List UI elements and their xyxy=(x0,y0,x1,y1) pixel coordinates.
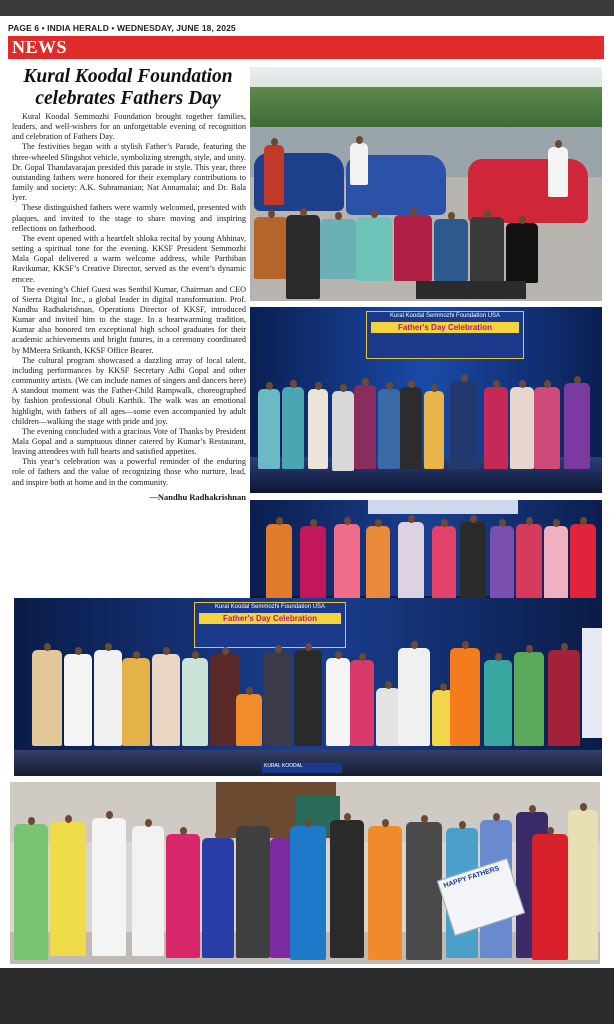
banner-org-wide: Kural Koodal Semmozhi Foundation USA xyxy=(214,604,326,610)
article-body xyxy=(12,112,246,502)
photo-student-group xyxy=(250,500,602,609)
paragraph: Kural Koodal Semmozhi Foundation brought together families, leaders, and well-wishers for an unforgettable evening of recognition and celebration of Fathers Day. xyxy=(12,112,246,142)
stage-sign-text: KURAL KOODAL xyxy=(264,763,303,769)
paragraph: The cultural program showcased a dazzling array of local talent, including performances by KKSF Secretary Adhi Gopal and other community artists. (We can include names of singers and dancers here) A standout moment was the Father-Child Rampwalk, choreographed by fashion professional Obuli Karthik. The walk was an emotional highlight, with fathers of all ages—some even accompanied by adult children—walking the stage with pride and joy. xyxy=(12,355,246,426)
top-bar xyxy=(0,0,614,16)
paragraph: The evening concluded with a gracious Vote of Thanks by President Mala Gopal and a sumptuous dinner catered by Kumar’s Restaurant, leaving attendees with full hearts and satisfied appetites. xyxy=(12,426,246,457)
section-bar xyxy=(8,36,604,59)
photo-honored-fathers xyxy=(10,782,600,964)
photo-stage-graduates xyxy=(250,307,602,493)
photo-fathers-children-stage xyxy=(14,598,602,776)
running-header: PAGE 6 • INDIA HERALD • WEDNESDAY, JUNE 18, 2025 xyxy=(8,23,236,33)
newspaper-page xyxy=(0,16,614,968)
paragraph: The event opened with a heartfelt shloka recital by young Abhinav, setting a spiritual tone for the evening. KKSF President Semmozhi Mala Gopal delivered a warm welcome address, while Parthiban Ravikumar, KKSF’s Creative Director, served as the event’s dynamic emcee. xyxy=(12,233,246,284)
event-banner-wide xyxy=(194,602,346,648)
article-byline: —Nandhu Radhakrishnan xyxy=(149,491,246,502)
bottom-bar xyxy=(0,968,614,1024)
photo-fathers-parade xyxy=(250,67,602,301)
paragraph: The festivities began with a stylish Father’s Parade, featuring the three-wheeled Slingshot vehicle, symbolizing strength, style, and unity. Dr. Gopal Thandavarajan presided this parade in style. This year, three outstanding fathers were honored for their exemplary contributions to family and society: A.K. Subramanian; Nat Annamalai; and Dr. Bala Iyer. xyxy=(12,142,246,203)
paragraph: The evening’s Chief Guest was Senthil Kumar, Chairman and CEO of Sierra Digital Inc., a global leader in digital transformation. Prof. Nandhu Radhakrishnan, Operations Director of KKSF, introduced Kumar and invited him to the stage. In a heartwarming tradition, Kumar also honored ten exceptional high school graduates for their academic achievements and bright futures, in a ceremony coordinated by MMeera Srikanth, KKSF Office Bearer. xyxy=(12,284,246,355)
banner-title-wide: Father's Day Celebration xyxy=(199,613,341,624)
event-banner xyxy=(366,311,524,359)
paragraph: These distinguished fathers were warmly welcomed, presented with plaques, and invited to the stage to share moving and inspiring reflections on fatherhood. xyxy=(12,203,246,233)
banner-org: Kural Koodal Semmozhi Foundation USA xyxy=(389,313,501,319)
paragraph: This year’s celebration was a powerful reminder of the enduring role of fathers and the value of recognizing those who nurture, lead, and inspire both at home and in the community. xyxy=(12,457,246,487)
article-headline: Kural Koodal Foundation celebrates Fathers Day xyxy=(23,66,233,109)
section-label: NEWS xyxy=(12,37,68,57)
stage-sign xyxy=(262,763,342,773)
banner-title: Father's Day Celebration xyxy=(371,322,519,333)
flag-text: HAPPY FATHERS xyxy=(442,865,501,890)
